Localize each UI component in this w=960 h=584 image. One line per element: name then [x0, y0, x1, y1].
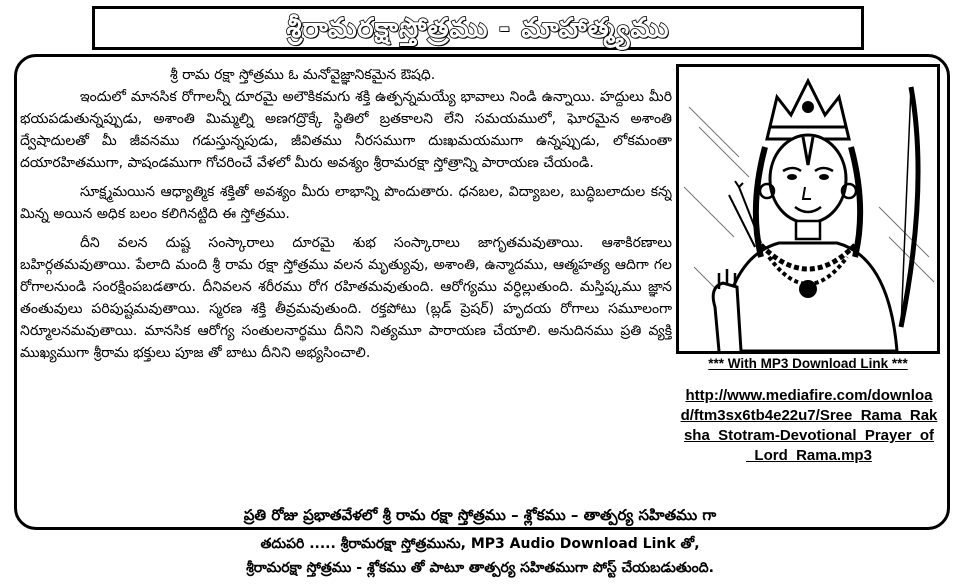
paragraph-2: సూక్ష్మమయిన ఆధ్యాత్మిక శక్తితో అవశ్యం మీరు లాభాన్ని పొందుతారు. ధనబల, విద్యాబల, బుద్ధిబలాదుల కన్న మిన్న అయిన అధిక బలం కలిగినట్టిది ఈ స్తోత్రము.	[20, 184, 672, 222]
next-post-line-2: శ్రీరామరక్షా స్తోత్రము - శ్లోకము తో పాటూ తాత్పర్య సహితముగా పోస్ట్ చేయబడుతుంది.	[246, 560, 714, 576]
title-banner	[92, 6, 864, 50]
lord-rama-portrait	[676, 64, 940, 354]
daily-recitation-note: ప్రతి రోజు ప్రభాతవేళలో శ్రీ రామ రక్షా స్తోత్రము – శ్లోకము – తాత్పర్య సహితము గా	[243, 506, 717, 524]
mp3-download-link[interactable]: http://www.mediafire.com/download/ftm3sx6tb4e22u7/Sree_Rama_Raksha_Stotram-Devotional_Prayer_of_Lord_Rama.mp3	[680, 387, 938, 464]
rama-illustration	[679, 67, 937, 351]
paragraph-3: దీని వలన దుష్ట సంస్కారాలు దూరమై శుభ సంస్కారాలు జాగృతమవుతాయి. ఆశాకిరణాలు బహిర్గతమవుతాయి. పేలాది మంది శ్రీ రామ రక్షా స్తోత్రము వలన మృత్యువు, అశాంతి, ఉన్మాదము, ఆత్మహత్య ఆదిగా గల రోగాలనుండి సంరక్షింపబడతారు. దీనివలన శరీరము రోగ రహితమవుతుంది. ఆరోగ్యము వర్ధిల్లుతుంది. మస్తిష్కము జ్ఞాన తంతువులు పరిపుష్టమవుతాయి. స్మరణ శక్తి తీవ్రమవుతుంది. రక్తపోటు (బ్లడ్ ప్రెషర్) హృదయ రోగాలు సమూలంగా నిర్మూలనమవుతాయి. మానసిక ఆరోగ్య సంతులనార్థము దీనిని నిత్యమూ పారాయణ చేయాలి. అనుదినము ప్రతి వ్యక్తి ముఖ్యముగా శ్రీరామ భక్తులు పూజ తో బాటు దీనిని అభ్యసించాలి.	[20, 235, 672, 361]
lead-sentence: శ్రీ రామ రక్షా స్తోత్రము ఓ మనోవైజ్ఞానికమైన ఔషధి.	[170, 67, 436, 83]
paragraph-1: ఇందులో మానసిక రోగాలన్నీ దూరమై అలౌకికమగు శక్తి ఉత్పన్నమయ్యే భావాలు నిండి ఉన్నాయి. హద్దులు మీరి భయపడుతున్నప్పుడు, అశాంతి మిమ్మల్ని అణగద్రొక్కే స్థితిలో బ్రతకాలని లేని సమయములో, ఘోరమైన అశాంతి ద్వేషాదులతో మీ జీవనము గడుస్తున్నపుడు, జీవితము నీరసముగా దుఃఖమయముగా ఉన్నప్పుడు, లోకమంతా దయారహితముగా, పాషండముగా గోచరించే వేళలో మీరు అవశ్యం శ్రీరామరక్షా స్తోత్రాన్ని పారాయణ చేయండి.	[20, 89, 672, 171]
next-post-line-1: తదుపరి ..... శ్రీరామరక్షా స్తోత్రమును, MP3 Audio Download Link తో,	[260, 536, 700, 552]
article-body	[20, 64, 672, 500]
page-title: శ్రీరామరక్షాస్తోత్రము - మాహాత్మ్యము	[286, 13, 670, 44]
next-post-notice	[0, 532, 960, 580]
mp3-caption: *** With MP3 Download Link ***	[708, 356, 908, 371]
